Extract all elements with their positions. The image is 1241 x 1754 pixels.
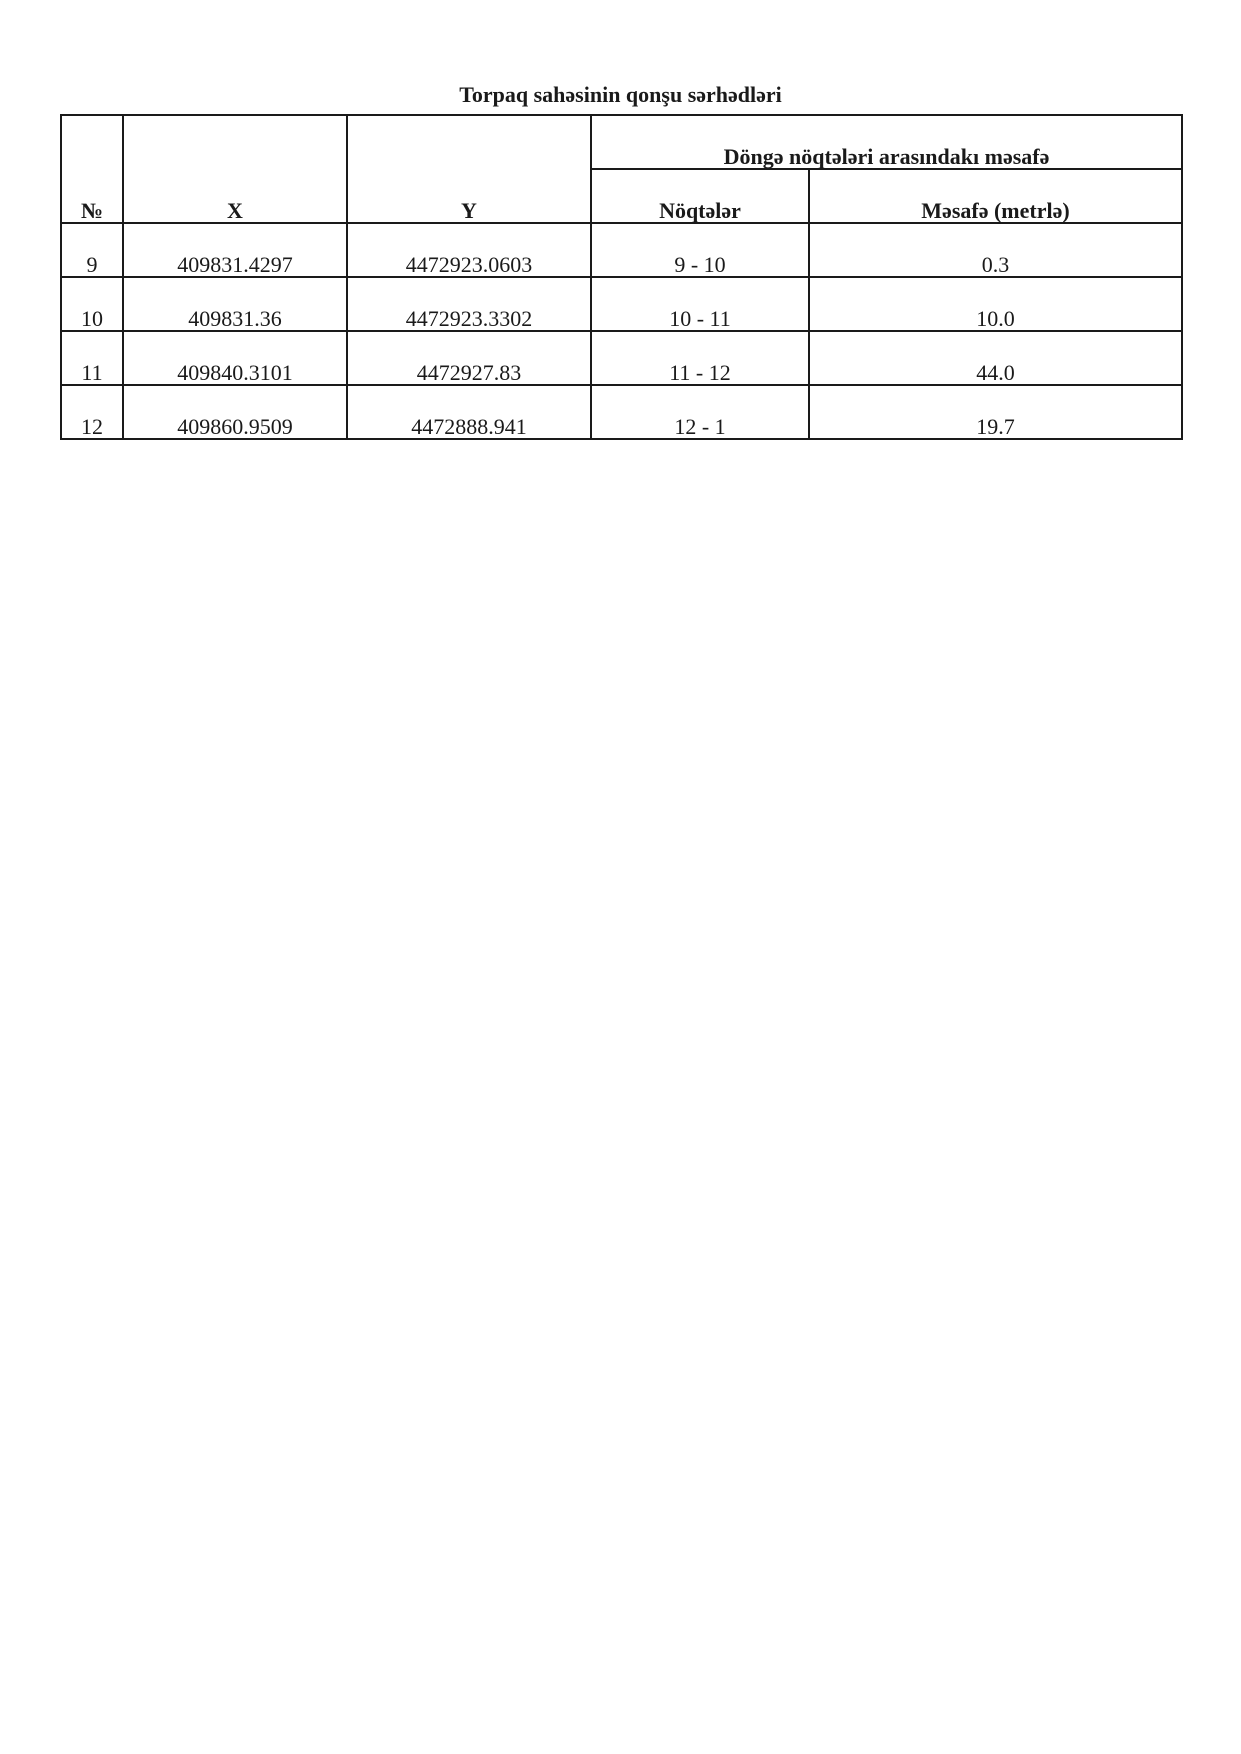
- document-title: Torpaq sahəsinin qonşu sərhədləri: [459, 82, 782, 107]
- cell-y: 4472923.0603: [347, 223, 591, 277]
- cell-x: 409831.36: [123, 277, 347, 331]
- cell-x: 409840.3101: [123, 331, 347, 385]
- cell-y: 4472927.83: [347, 331, 591, 385]
- header-points: Nöqtələr: [591, 169, 809, 223]
- cell-points: 10 - 11: [591, 277, 809, 331]
- cell-points: 11 - 12: [591, 331, 809, 385]
- cell-distance: 44.0: [809, 331, 1182, 385]
- cell-number: 12: [61, 385, 123, 439]
- table-row: [61, 277, 1182, 331]
- table-row: [61, 223, 1182, 277]
- header-number: №: [61, 115, 123, 223]
- boundary-coordinates-table: [60, 114, 1183, 440]
- header-y: Y: [347, 115, 591, 223]
- cell-points: 12 - 1: [591, 385, 809, 439]
- cell-x: 409860.9509: [123, 385, 347, 439]
- cell-distance: 19.7: [809, 385, 1182, 439]
- cell-points: 9 - 10: [591, 223, 809, 277]
- header-distance-group: Döngə nöqtələri arasındakı məsafə: [591, 115, 1182, 169]
- cell-x: 409831.4297: [123, 223, 347, 277]
- header-distance: Məsafə (metrlə): [809, 169, 1182, 223]
- cell-number: 9: [61, 223, 123, 277]
- cell-distance: 0.3: [809, 223, 1182, 277]
- header-x: X: [123, 115, 347, 223]
- table-row: [61, 385, 1182, 439]
- cell-y: 4472923.3302: [347, 277, 591, 331]
- table-row: [61, 331, 1182, 385]
- cell-number: 10: [61, 277, 123, 331]
- table-header-row: [61, 115, 1182, 169]
- cell-distance: 10.0: [809, 277, 1182, 331]
- cell-number: 11: [61, 331, 123, 385]
- cell-y: 4472888.941: [347, 385, 591, 439]
